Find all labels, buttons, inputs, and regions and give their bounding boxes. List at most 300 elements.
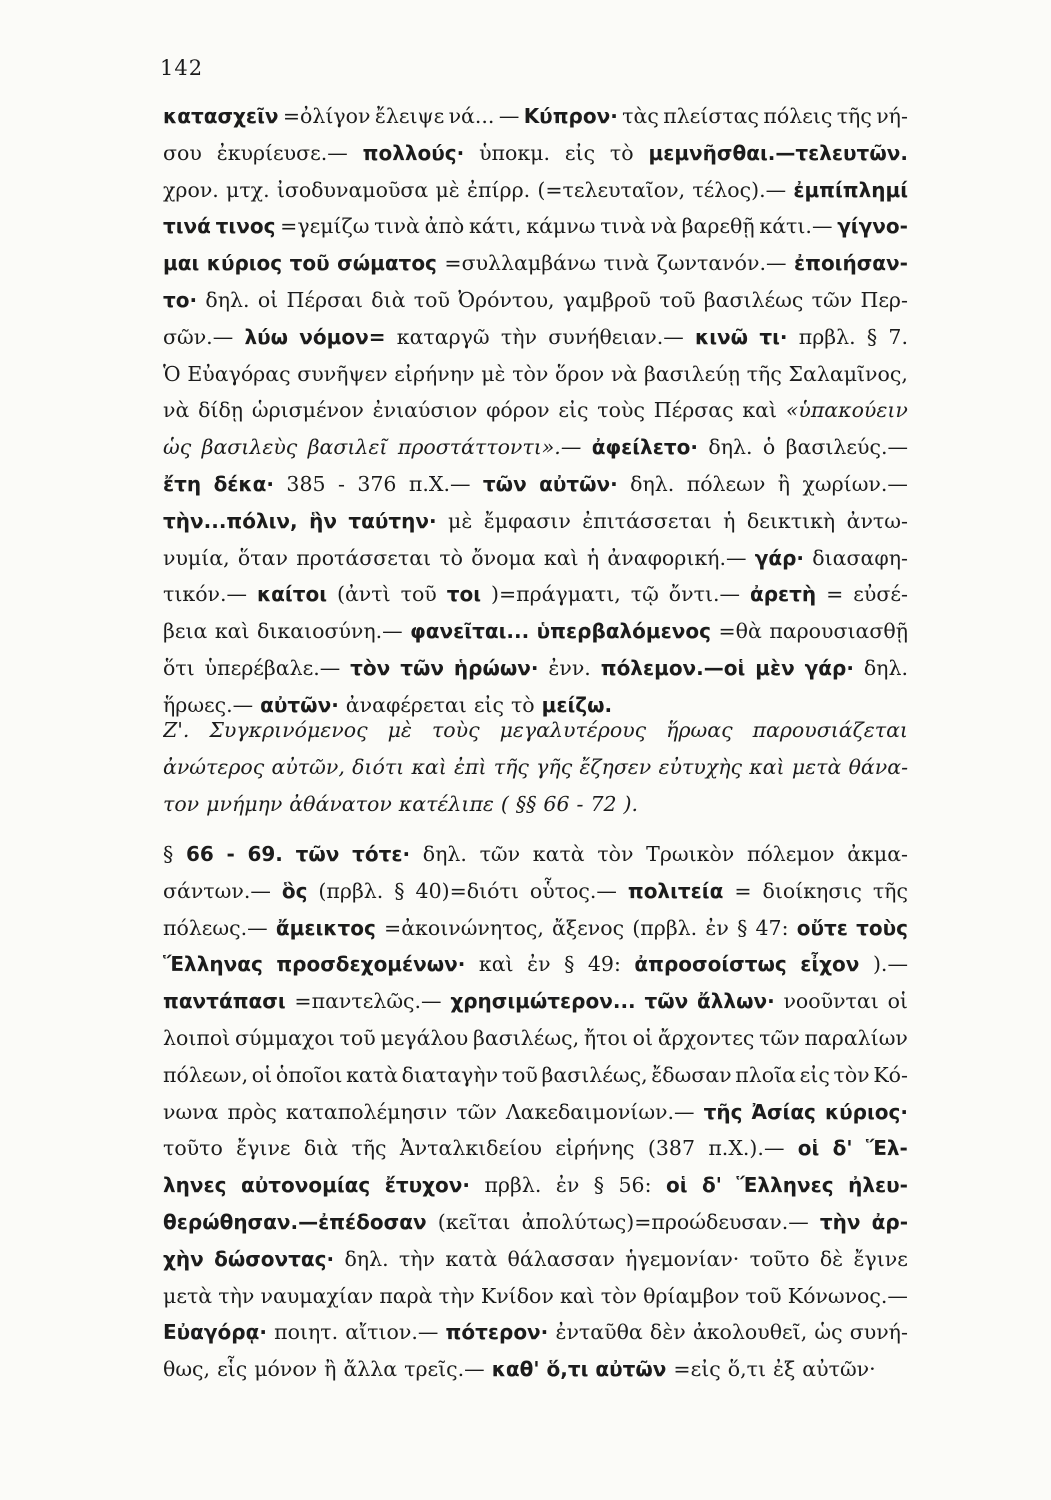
lemma-word: ὅ,τι: [546, 1357, 589, 1382]
lemma-word: τὴν: [819, 1209, 861, 1234]
italic-word: ἔζησεν: [579, 754, 652, 779]
word: μὲ: [481, 361, 506, 386]
word: βασιλεύῃ: [643, 361, 741, 386]
lemma-word: Κύπρον·: [523, 104, 618, 128]
lemma-word: ἀφείλετο·: [591, 435, 698, 460]
word: ἐπιτάσσεται: [582, 508, 712, 533]
word: μὲ: [435, 177, 460, 202]
italic-word: μνήμην: [206, 791, 283, 816]
word: ἐνταῦθα: [555, 1320, 643, 1345]
word: τὴν: [438, 1283, 475, 1308]
lemma-word: πολιτεία: [627, 878, 724, 903]
word: τικόν.—: [163, 582, 248, 607]
lemma-word: τὴν...πόλιν,: [163, 508, 298, 533]
word: τὸν: [597, 842, 634, 866]
word: καὶ: [478, 952, 514, 977]
italic-word: -: [576, 791, 584, 816]
lemma-word: σώματος: [337, 251, 437, 276]
word: ἔμφασιν: [483, 508, 571, 533]
lemma-word: ἣν: [309, 508, 337, 533]
lemma-word: μείζω.: [541, 692, 613, 717]
word: καὶ: [214, 619, 250, 644]
italic-word: μὲ: [387, 718, 412, 742]
lemma-word: τότε·: [352, 842, 411, 866]
lemma-word: χὴν: [163, 1246, 204, 1271]
word: εἰς: [799, 1062, 830, 1087]
word: βεια: [163, 619, 208, 644]
word: =ἀκοινώνητος,: [384, 915, 544, 940]
word: 49:: [587, 952, 621, 977]
italic-word: τοὺς: [431, 718, 480, 742]
lemma-word: -: [226, 842, 235, 866]
italic-word: εὐτυχὴς: [658, 754, 742, 779]
italic-word: θάνα-: [848, 754, 908, 779]
word: =θὰ: [718, 619, 762, 644]
word: αἴτιον.—: [345, 1320, 439, 1345]
lemma-word: αὐτῶν·: [539, 471, 618, 496]
word: εἰς: [473, 692, 504, 717]
word: τινὰ: [603, 251, 650, 276]
lemma-word: φανεῖται...: [410, 619, 530, 644]
word: ὑποκμ.: [479, 140, 551, 165]
lemma-word: τῶν: [482, 471, 527, 496]
word: 385: [286, 471, 326, 496]
word: τοῦτο: [163, 1136, 223, 1161]
word: κάτι.—: [759, 214, 833, 239]
word: ἥρωες.—: [163, 692, 254, 717]
word: τῶν: [759, 1025, 800, 1050]
word: τινὰ: [600, 214, 646, 239]
word: οἱ: [632, 1025, 654, 1050]
word: τῶν: [456, 1099, 497, 1124]
word: π.Χ.).—: [708, 1136, 785, 1161]
word: διὰ: [303, 1136, 339, 1161]
word: ὅταν: [237, 545, 288, 570]
text-line: [163, 983, 908, 1020]
word: οἱ: [251, 1062, 273, 1087]
text-line: [163, 613, 908, 650]
word: δίδῃ: [198, 398, 244, 423]
word: δηλ.: [630, 471, 675, 496]
word: ἔγινε: [236, 1136, 291, 1161]
word: ἀναφέρεται: [345, 692, 467, 717]
word: ὑπερέβαλε.—: [204, 655, 341, 680]
word: τοῦ: [413, 287, 450, 312]
word: ἄλλα: [343, 1357, 398, 1382]
word: —: [498, 104, 520, 128]
word: Κόνωνος.—: [787, 1283, 908, 1308]
word: πόλεως.—: [163, 915, 268, 940]
word: (=τελευταῖον,: [537, 177, 686, 202]
word: π.Χ.—: [408, 471, 471, 496]
word: ἢ: [777, 471, 791, 496]
word: -: [337, 471, 345, 496]
word: εἰρήνης: [555, 1136, 635, 1161]
word: ἐνν.: [548, 655, 591, 680]
word: §: [394, 878, 405, 903]
word: νή-: [876, 104, 908, 128]
word: τοὺς: [597, 398, 645, 423]
word: =γεμίζω: [280, 214, 370, 239]
word: δικαιοσύνη.—: [257, 619, 403, 644]
word: θως,: [163, 1357, 211, 1382]
word: τὸ: [609, 140, 634, 165]
word: ἐν: [555, 1173, 580, 1198]
lemma-word: ταύτην·: [348, 508, 437, 533]
lemma-word: 66: [185, 842, 214, 866]
italic-word: προστάττοντι».—: [397, 435, 582, 460]
lemma-word: τῶν: [644, 989, 689, 1014]
lemma-word: Ἕλ-: [865, 1136, 908, 1161]
word: Κό-: [873, 1062, 908, 1087]
text-line: [163, 208, 908, 245]
word: Πέρσαι: [286, 287, 363, 312]
italic-word: ἐπὶ: [454, 754, 487, 779]
text-line: [163, 319, 908, 356]
word: καὶ: [543, 545, 579, 570]
text-line: [163, 1351, 908, 1388]
lemma-word: τῆς: [703, 1099, 743, 1124]
italic-word: 66: [543, 791, 570, 816]
word: δεικτικὴ: [746, 508, 836, 533]
word: νὰ: [610, 361, 638, 386]
word: διασαφη-: [812, 545, 908, 570]
word: αὐτῶν·: [802, 1357, 876, 1382]
word: πόλεμον: [746, 842, 835, 866]
lemma-word: ἀρετὴ: [749, 582, 817, 607]
word: οἱ: [887, 989, 908, 1014]
word: πρβλ.: [484, 1173, 542, 1198]
word: μεγάλου: [380, 1025, 469, 1050]
lemma-word: γάρ·: [754, 545, 805, 570]
word: βασιλεύς.—: [785, 435, 908, 460]
italic-word: (: [500, 791, 509, 816]
lemma-word: θερώθησαν.—ἐπέδοσαν: [163, 1209, 427, 1234]
italic-word: γῆς: [536, 754, 573, 779]
word: τινὰ: [374, 214, 420, 239]
word: εὐσέ-: [853, 582, 908, 607]
word: Εὐαγόρας: [187, 361, 291, 386]
lemma-word: ἠλευ-: [848, 1173, 908, 1198]
word: ἔδωσαν: [651, 1062, 732, 1087]
word: κατὰ: [346, 1062, 398, 1087]
word: πόλεων,: [163, 1062, 249, 1087]
lemma-word: πόλεμον.—οἱ: [600, 655, 746, 680]
lemma-word: καθ': [491, 1357, 540, 1382]
italic-word: παρουσιάζεται: [752, 718, 908, 742]
word: δηλ.: [344, 1246, 389, 1271]
text-line: [163, 946, 908, 983]
word: σάντων.—: [163, 878, 271, 903]
italic-word: «ὑπακούειν: [785, 398, 908, 423]
word: δηλ.: [422, 842, 467, 866]
word: ἢ: [324, 1357, 337, 1382]
italic-word: αὐτῶν,: [271, 754, 345, 779]
lemma-word: μαι: [163, 251, 200, 276]
text-line: [163, 1130, 908, 1167]
word: θρίαμβον: [643, 1283, 740, 1308]
italic-word: Ζ'.: [163, 718, 190, 742]
word: δηλ.: [708, 435, 753, 460]
word: πλείστας: [663, 104, 760, 128]
word: ὄνομα: [471, 545, 536, 570]
word: τὰς: [622, 104, 659, 128]
word: διαταγὴν: [401, 1062, 499, 1087]
word: τῆς: [872, 878, 908, 903]
lemma-word: παντάπασι: [163, 989, 286, 1014]
text-line: [163, 98, 908, 135]
word: Κνίδον: [480, 1283, 554, 1308]
text-line: [163, 392, 908, 429]
word: ὁ: [762, 435, 776, 460]
text-line: [163, 1057, 908, 1094]
italic-word: §§: [515, 791, 537, 816]
italic-word: Συγκρινόμενος: [209, 718, 368, 742]
lemma-word: κινῶ: [695, 324, 749, 349]
word: εἰς: [558, 398, 589, 423]
text-line: [163, 1204, 908, 1241]
lemma-word: τοὺς: [856, 915, 908, 940]
word: §: [593, 1173, 605, 1198]
lemma-word: ὃς: [281, 878, 308, 903]
word: νὰ: [163, 398, 190, 423]
word: ἀπολύτως)=προώδευσαν.—: [521, 1209, 809, 1234]
lemma-word: δ': [832, 1136, 853, 1161]
word: καταπολέμησιν: [285, 1099, 448, 1124]
text-line: [163, 172, 908, 209]
text-line: [163, 910, 908, 947]
text-line: [163, 1241, 908, 1278]
text-line: [163, 540, 908, 577]
italic-word: τῆς: [493, 754, 529, 779]
lemma-word: το·: [163, 287, 198, 312]
word: §: [564, 952, 575, 977]
word: ὁποῖοι: [275, 1062, 343, 1087]
word: τοῦ: [400, 582, 437, 607]
word: πόλεων: [686, 471, 766, 496]
lemma-word: δώσοντας·: [214, 1246, 335, 1271]
word: τὴν: [398, 1246, 436, 1271]
text-line: [163, 836, 908, 873]
word: ναυμαχίαν: [260, 1283, 374, 1308]
lemma-word: κύριος: [206, 251, 283, 276]
word: 7.: [888, 324, 908, 349]
lemma-word: οἱ: [666, 1173, 688, 1198]
word: τὸν: [600, 1283, 637, 1308]
word: (387: [647, 1136, 695, 1161]
word: πρβλ.: [798, 324, 856, 349]
word: ).—: [872, 952, 908, 977]
word: τὸν: [833, 1062, 870, 1087]
lemma-word: τῶν: [400, 655, 444, 680]
word: μόνον: [254, 1357, 318, 1382]
word: προτάσσεται: [296, 545, 432, 570]
text-line: [163, 282, 908, 319]
word: ἐξ: [773, 1357, 796, 1382]
lemma-word: οἱ: [797, 1136, 820, 1161]
word: μτχ.: [226, 177, 270, 202]
lemma-word: καίτοι: [256, 582, 328, 607]
lemma-word: οὔτε: [796, 915, 848, 940]
word: ἡ: [586, 545, 600, 570]
word: δὲν: [649, 1320, 686, 1345]
lemma-word: μεμνῆσθαι.—τελευτῶν.: [648, 140, 908, 165]
word: ὡς: [814, 1320, 843, 1345]
word: ἀντω-: [846, 508, 908, 533]
word: γαμβροῦ: [562, 287, 652, 312]
commentary-paragraph-1: [163, 98, 908, 724]
word: ἄρχοντες: [657, 1025, 755, 1050]
lemma-word: γίγνο-: [837, 214, 908, 239]
word: ὅ,τι: [727, 1357, 766, 1382]
word: μετὰ: [163, 1283, 213, 1308]
italic-word: βασιλεὺς: [201, 435, 298, 460]
italic-word: μετὰ: [791, 754, 842, 779]
word: ἐν: [527, 952, 551, 977]
text-line: [163, 749, 908, 786]
lemma-word: τινος: [215, 214, 276, 239]
lemma-word: τι·: [759, 324, 788, 349]
word: τῆς: [746, 361, 782, 386]
word: νωνα: [163, 1099, 219, 1124]
word: κατὰ: [532, 842, 585, 866]
word: =παντελῶς.—: [294, 989, 442, 1014]
word: ἔγινε: [853, 1246, 908, 1271]
word: εἰρήνην: [394, 361, 475, 386]
word: βασιλέως,: [541, 1062, 648, 1087]
word: βαρεθῇ: [681, 214, 755, 239]
page-number: 142: [160, 56, 204, 80]
word: =συλλαμβάνω: [444, 251, 597, 276]
word: §: [866, 324, 878, 349]
word: ὡρισμένον: [251, 398, 364, 423]
lemma-word: ληνες: [163, 1173, 227, 1198]
word: δὲ: [819, 1246, 844, 1271]
word: οἱ: [257, 287, 279, 312]
text-line: [163, 503, 908, 540]
lemma-word: Ἕλληνας: [163, 952, 263, 977]
word: §: [737, 915, 748, 940]
word: ἄξενος: [552, 915, 625, 940]
lemma-word: τοι: [446, 582, 482, 607]
word: χωρίων.—: [802, 471, 908, 496]
commentary-paragraph-2: [163, 836, 908, 1388]
lemma-word: ἀρ-: [871, 1209, 908, 1234]
word: ἀπὸ: [424, 214, 465, 239]
word: τῶν: [479, 842, 521, 866]
word: παραλίων: [804, 1025, 908, 1050]
word: παρουσιασθῇ: [769, 619, 908, 644]
word: φόρον: [486, 398, 550, 423]
text-line: [163, 245, 908, 282]
word: (κεῖται: [437, 1209, 511, 1234]
word: καὶ: [742, 398, 778, 423]
word: ἔλειψε: [374, 104, 445, 128]
text-line: [163, 429, 908, 466]
word: 47:: [755, 915, 789, 940]
text-line: [163, 466, 908, 503]
lemma-word: δέκα·: [213, 471, 274, 496]
word: νά...: [448, 104, 495, 128]
word: τῶν: [811, 287, 853, 312]
word: Λακεδαιμονίων.—: [505, 1099, 695, 1124]
lemma-word: εἶχον: [800, 952, 860, 977]
word: Περ-: [860, 287, 908, 312]
word: καὶ: [559, 1283, 595, 1308]
italic-word: 72: [590, 791, 617, 816]
word: =εἰς: [673, 1357, 721, 1382]
lemma-word: τὸν: [350, 655, 391, 680]
word: κάμνω: [526, 214, 596, 239]
italic-word: μεγαλυτέρους: [499, 718, 647, 742]
word: (ἀντὶ: [336, 582, 391, 607]
lemma-word: δ': [702, 1173, 722, 1198]
word: νοοῦνται: [783, 989, 879, 1014]
word: διοίκησις: [762, 878, 862, 903]
lemma-word: ἄλλων·: [697, 989, 775, 1014]
section-summary-paragraph: [163, 712, 908, 822]
word: συνή-: [849, 1320, 908, 1345]
word: ἡγεμονίαν·: [625, 1246, 740, 1271]
lemma-word: πολλούς·: [362, 140, 465, 165]
word: πρὸς: [227, 1099, 277, 1124]
lemma-word: κατασχεῖν: [163, 104, 279, 128]
lemma-word: πότερον·: [445, 1320, 549, 1345]
text-line: [163, 1314, 908, 1351]
text-line: [163, 873, 908, 910]
italic-word: κατέλιπε: [398, 791, 494, 816]
italic-word: διότι: [352, 754, 405, 779]
word: ἀκολουθεῖ,: [692, 1320, 808, 1345]
word: μὲ: [448, 508, 473, 533]
word: ἐν: [705, 915, 729, 940]
word: τοῦ: [339, 1025, 376, 1050]
lemma-word: ἄμεικτος: [275, 915, 376, 940]
lemma-word: νόμον=: [299, 324, 386, 349]
word: ἤτοι: [583, 1025, 628, 1050]
word: ἰσοδυναμοῦσα: [276, 177, 429, 202]
italic-word: ).: [623, 791, 639, 816]
word: τοῦ: [659, 287, 696, 312]
word: (πρβλ.: [632, 915, 698, 940]
word: Σαλαμῖνος,: [788, 361, 908, 386]
word: τῆς: [836, 104, 872, 128]
word: πόλεις: [763, 104, 833, 128]
word: καταργῶ: [396, 324, 490, 349]
lemma-word: 69.: [247, 842, 283, 866]
word: τὸ: [510, 692, 535, 717]
word: νὰ: [650, 214, 677, 239]
word: ἐνιαύσιον: [372, 398, 478, 423]
word: τοῦ: [745, 1283, 782, 1308]
italic-word: ὡς: [163, 435, 192, 460]
word: ὅτι: [163, 655, 195, 680]
word: οὗτος.—: [529, 878, 617, 903]
lemma-word: χρησιμώτερον...: [450, 989, 636, 1014]
word: συνήθειαν.—: [548, 324, 684, 349]
lemma-word: αὐτῶν·: [260, 692, 339, 717]
word: σῶν.—: [163, 324, 234, 349]
lemma-word: λύω: [244, 324, 289, 349]
word: ὅρον: [555, 361, 605, 386]
word: τρεῖς.—: [404, 1357, 485, 1382]
word: δηλ.: [863, 655, 908, 680]
lemma-word: τῶν: [295, 842, 340, 866]
word: (πρβλ.: [318, 878, 384, 903]
italic-word: ἀθάνατον: [289, 791, 392, 816]
lemma-word: Εὐαγόρᾳ·: [163, 1320, 267, 1345]
word: κάτι,: [468, 214, 522, 239]
